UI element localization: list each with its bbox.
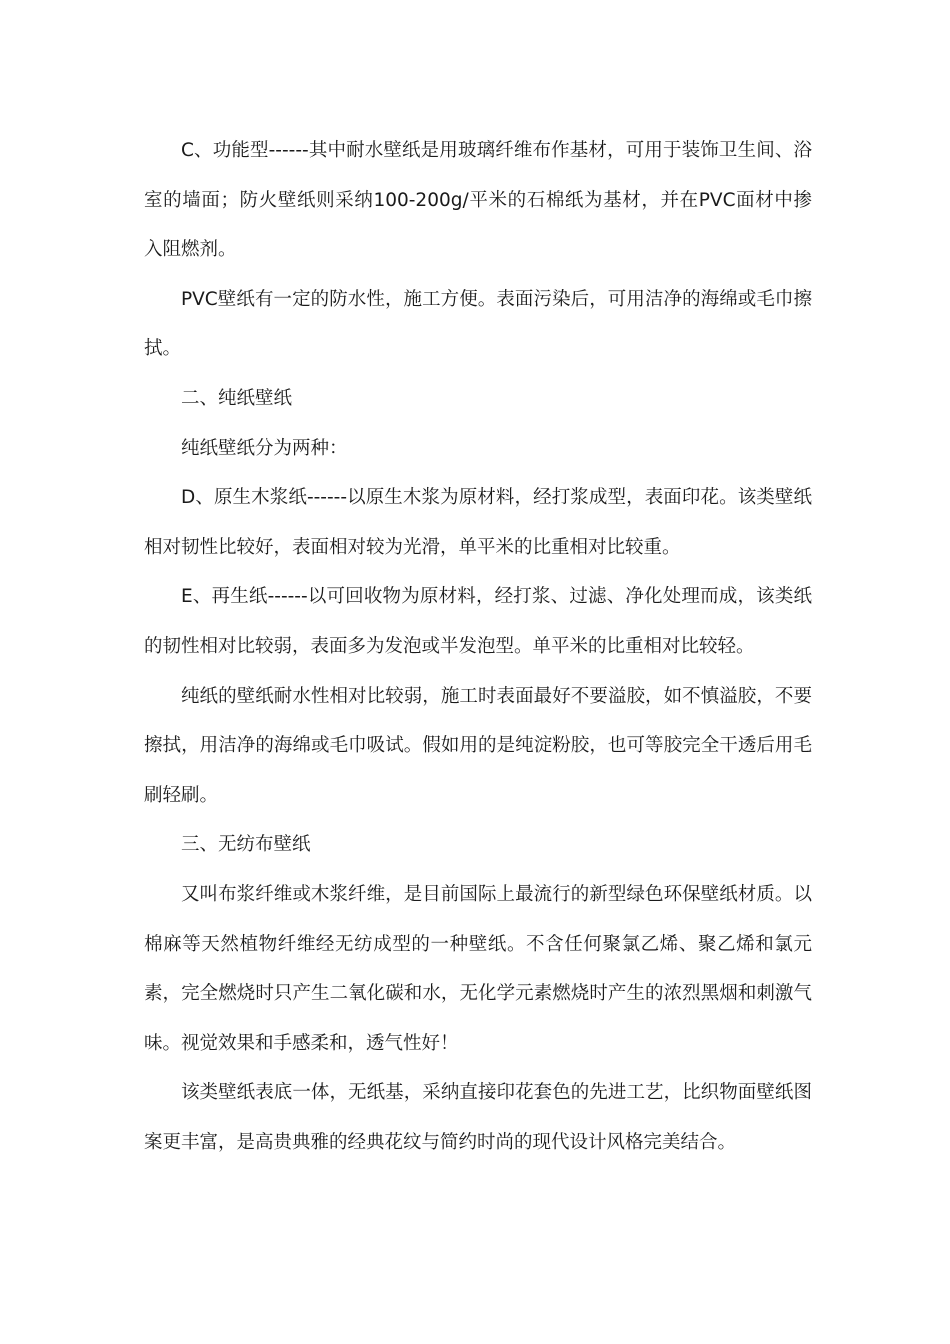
paragraph-nonwoven-description: 又叫布浆纤维或木浆纤维，是目前国际上最流行的新型绿色环保壁纸材质。以棉麻等天然植物纤维经无纺成型的一种壁纸。不含任何聚氯乙烯、聚乙烯和氯元素，完全燃烧时只产生二氧化碳和水，无化学元素燃烧时产生的浓烈黑烟和刺激气味。视觉效果和手感柔和，透气性好！ [144, 883, 812, 1054]
paragraph-pvc-waterproof: PVC壁纸有一定的防水性，施工方便。表面污染后，可用洁净的海绵或毛巾擦拭。 [144, 288, 812, 360]
paragraph-pure-paper-water: 纯纸的壁纸耐水性相对比较弱，施工时表面最好不要溢胶，如不慎溢胶，不要擦拭，用洁净的海绵或毛巾吸试。假如用的是纯淀粉胶，也可等胶完全干透后用毛刷轻刷。 [144, 685, 812, 806]
paragraph-pure-paper-types: 纯纸壁纸分为两种： [181, 437, 348, 459]
paragraph-functional-type: C、功能型------其中耐水壁纸是用玻璃纤维布作基材，可用于装饰卫生间、浴室的墙面；防火壁纸则采纳100-200g/平米的石棉纸为基材，并在PVC面材中掺入阻燃剂。 [144, 140, 812, 261]
paragraph-nonwoven-printing: 该类壁纸表底一体，无纸基，采纳直接印花套色的先进工艺，比织物面壁纸图案更丰富，是高贵典雅的经典花纹与简约时尚的现代设计风格完美结合。 [144, 1082, 812, 1153]
paragraph-recycled-paper: E、再生纸------以可回收物为原材料，经打浆、过滤、净化处理而成，该类纸的韧性相对比较弱，表面多为发泡或半发泡型。单平米的比重相对比较轻。 [144, 586, 812, 657]
section-heading-nonwoven: 三、无纺布壁纸 [181, 834, 311, 856]
paragraph-virgin-pulp: D、原生木浆纸------以原生木浆为原材料，经打浆成型，表面印花。该类壁纸相对韧性比较好，表面相对较为光滑，单平米的比重相对比较重。 [144, 487, 812, 558]
document-body [144, 126, 812, 1167]
section-heading-pure-paper: 二、纯纸壁纸 [181, 387, 293, 409]
